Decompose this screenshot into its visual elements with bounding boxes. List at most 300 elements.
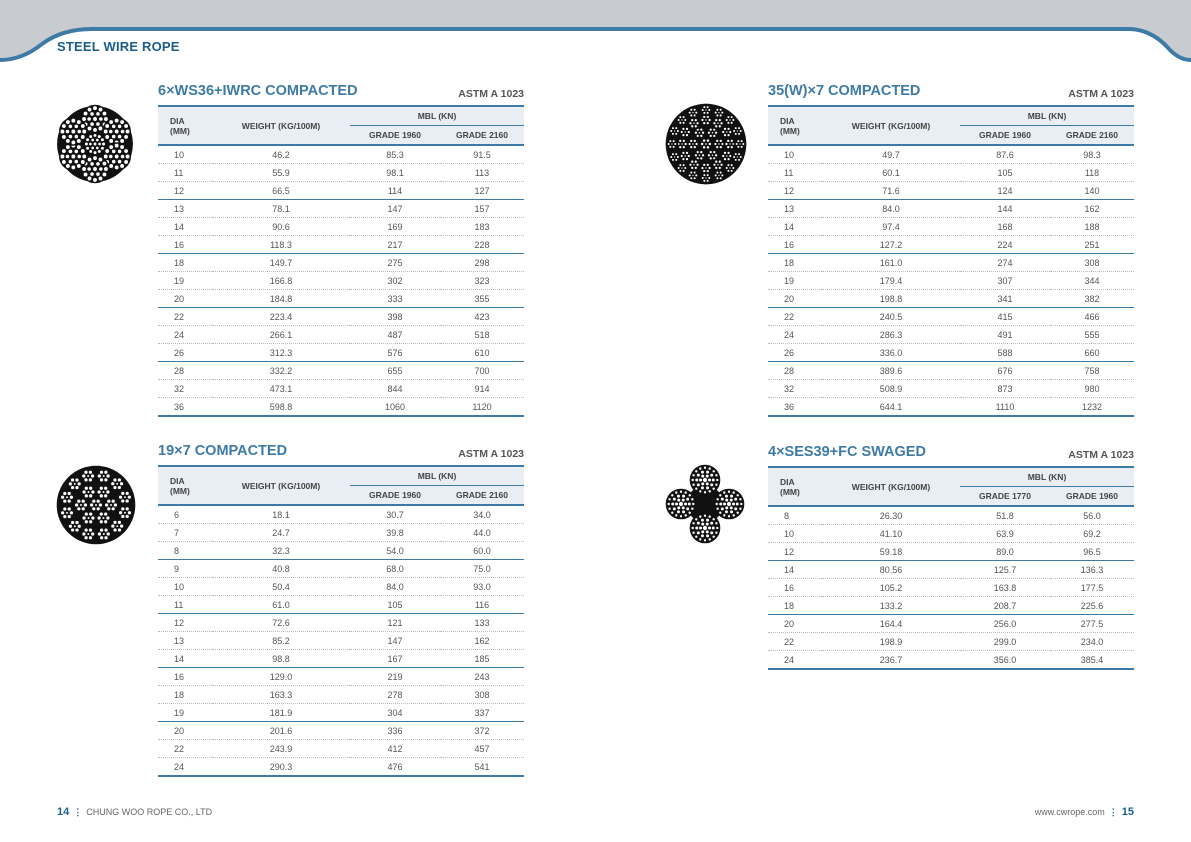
table-row <box>768 290 1134 308</box>
header-grade-b: GRADE 2160 <box>440 126 524 146</box>
rope-6xws36-cross-section <box>56 104 134 184</box>
cell-mbl-a: 873 <box>960 380 1050 398</box>
table-row <box>158 740 524 758</box>
cell-mbl-b: 423 <box>440 308 524 326</box>
cell-mbl-b: 69.2 <box>1050 525 1134 543</box>
cell-weight: 240.5 <box>822 308 960 326</box>
cell-dia: 16 <box>158 236 212 254</box>
cell-mbl-a: 98.1 <box>350 164 440 182</box>
header-weight: WEIGHT (KG/100M) <box>822 467 960 506</box>
table-row <box>158 182 524 200</box>
cell-mbl-b: 133 <box>440 614 524 632</box>
cell-mbl-b: 555 <box>1050 326 1134 344</box>
cell-mbl-a: 147 <box>350 200 440 218</box>
cell-mbl-b: 188 <box>1050 218 1134 236</box>
cell-mbl-a: 299.0 <box>960 633 1050 651</box>
header-grade-b: GRADE 2160 <box>1050 126 1134 146</box>
cell-mbl-a: 85.3 <box>350 145 440 164</box>
cell-mbl-b: 116 <box>440 596 524 614</box>
cell-dia: 16 <box>158 668 212 686</box>
cell-mbl-b: 162 <box>1050 200 1134 218</box>
header-grade-b: GRADE 1960 <box>1050 487 1134 507</box>
cell-mbl-a: 655 <box>350 362 440 380</box>
cell-weight: 78.1 <box>212 200 350 218</box>
cell-mbl-b: 177.5 <box>1050 579 1134 597</box>
cell-mbl-a: 676 <box>960 362 1050 380</box>
header-grade-a: GRADE 1770 <box>960 487 1050 507</box>
cell-mbl-a: 491 <box>960 326 1050 344</box>
table-title: 19×7 COMPACTED <box>158 443 288 459</box>
table-standard: ASTM A 1023 <box>1068 449 1134 461</box>
cell-mbl-a: 208.7 <box>960 597 1050 615</box>
cell-mbl-b: 1120 <box>440 398 524 417</box>
cell-mbl-b: 298 <box>440 254 524 272</box>
cell-weight: 198.9 <box>822 633 960 651</box>
cell-weight: 60.1 <box>822 164 960 182</box>
cell-mbl-a: 415 <box>960 308 1050 326</box>
table-row <box>158 578 524 596</box>
cell-weight: 129.0 <box>212 668 350 686</box>
cell-mbl-b: 98.3 <box>1050 145 1134 164</box>
header-dia: DIA (MM) <box>768 467 822 506</box>
cell-dia: 14 <box>768 218 822 236</box>
cell-dia: 8 <box>158 542 212 560</box>
table-row <box>158 596 524 614</box>
table-block-4xses39 <box>768 444 1134 670</box>
cell-mbl-a: 333 <box>350 290 440 308</box>
cell-mbl-b: 234.0 <box>1050 633 1134 651</box>
cell-weight: 18.1 <box>212 505 350 524</box>
cell-weight: 181.9 <box>212 704 350 722</box>
cell-mbl-a: 84.0 <box>350 578 440 596</box>
cell-mbl-b: 243 <box>440 668 524 686</box>
cell-weight: 243.9 <box>212 740 350 758</box>
table-block-35wx7 <box>768 83 1134 417</box>
cell-weight: 118.3 <box>212 236 350 254</box>
footer-left: 14 ⋮ CHUNG WOO ROPE CO., LTD <box>57 806 213 818</box>
cell-mbl-b: 127 <box>440 182 524 200</box>
cell-weight: 26.30 <box>822 506 960 525</box>
cell-mbl-b: 56.0 <box>1050 506 1134 525</box>
cell-mbl-a: 341 <box>960 290 1050 308</box>
cell-mbl-a: 302 <box>350 272 440 290</box>
cell-dia: 14 <box>158 650 212 668</box>
cell-weight: 85.2 <box>212 632 350 650</box>
cell-mbl-b: 337 <box>440 704 524 722</box>
cell-dia: 26 <box>158 344 212 362</box>
header-weight: WEIGHT (KG/100M) <box>212 106 350 145</box>
table-row <box>158 686 524 704</box>
rope-19x7-cross-section <box>56 464 136 546</box>
cell-weight: 644.1 <box>822 398 960 417</box>
cell-weight: 80.56 <box>822 561 960 579</box>
cell-dia: 18 <box>768 597 822 615</box>
cell-mbl-b: 118 <box>1050 164 1134 182</box>
cell-dia: 32 <box>768 380 822 398</box>
table-row <box>158 236 524 254</box>
table-row <box>768 200 1134 218</box>
table-row <box>768 579 1134 597</box>
cell-mbl-a: 217 <box>350 236 440 254</box>
cell-dia: 18 <box>158 686 212 704</box>
table-row <box>768 362 1134 380</box>
cell-dia: 12 <box>158 614 212 632</box>
table-row <box>158 380 524 398</box>
cell-weight: 32.3 <box>212 542 350 560</box>
cell-dia: 12 <box>158 182 212 200</box>
cell-mbl-a: 89.0 <box>960 543 1050 561</box>
cell-dia: 18 <box>158 254 212 272</box>
cell-dia: 8 <box>768 506 822 525</box>
cell-weight: 312.3 <box>212 344 350 362</box>
cell-weight: 50.4 <box>212 578 350 596</box>
table-block-19x7 <box>158 443 524 777</box>
cell-dia: 16 <box>768 579 822 597</box>
cell-dia: 22 <box>768 633 822 651</box>
table-row <box>158 272 524 290</box>
cell-mbl-b: 162 <box>440 632 524 650</box>
cell-dia: 22 <box>768 308 822 326</box>
spec-table <box>768 466 1134 670</box>
table-row <box>158 326 524 344</box>
cell-dia: 9 <box>158 560 212 578</box>
cell-weight: 84.0 <box>822 200 960 218</box>
cell-weight: 59.18 <box>822 543 960 561</box>
cell-mbl-a: 275 <box>350 254 440 272</box>
cell-mbl-a: 144 <box>960 200 1050 218</box>
cell-dia: 36 <box>768 398 822 417</box>
cell-weight: 163.3 <box>212 686 350 704</box>
table-row <box>768 218 1134 236</box>
header-grade-a: GRADE 1960 <box>350 126 440 146</box>
rope-4xses39-cross-section <box>665 464 745 544</box>
table-row <box>158 704 524 722</box>
cell-weight: 149.7 <box>212 254 350 272</box>
cell-dia: 24 <box>158 758 212 777</box>
table-row <box>158 164 524 182</box>
cell-mbl-b: 228 <box>440 236 524 254</box>
footer-right: www.cwrope.com ⋮ 15 <box>1034 806 1134 818</box>
page-number-left: 14 <box>57 806 70 818</box>
cell-dia: 20 <box>158 722 212 740</box>
cell-mbl-b: 355 <box>440 290 524 308</box>
cell-dia: 11 <box>158 164 212 182</box>
cell-weight: 223.4 <box>212 308 350 326</box>
cell-mbl-a: 105 <box>960 164 1050 182</box>
cell-mbl-a: 219 <box>350 668 440 686</box>
header-dia: DIA (MM) <box>158 106 212 145</box>
cell-mbl-a: 304 <box>350 704 440 722</box>
cell-dia: 20 <box>768 615 822 633</box>
cell-dia: 16 <box>768 236 822 254</box>
table-row <box>768 633 1134 651</box>
cell-mbl-a: 114 <box>350 182 440 200</box>
cell-mbl-a: 121 <box>350 614 440 632</box>
cell-mbl-b: 1232 <box>1050 398 1134 417</box>
cell-weight: 266.1 <box>212 326 350 344</box>
cell-mbl-b: 660 <box>1050 344 1134 362</box>
table-row <box>768 506 1134 525</box>
cell-weight: 161.0 <box>822 254 960 272</box>
cell-weight: 49.7 <box>822 145 960 164</box>
cell-weight: 105.2 <box>822 579 960 597</box>
cell-mbl-a: 224 <box>960 236 1050 254</box>
table-row <box>768 308 1134 326</box>
cell-weight: 72.6 <box>212 614 350 632</box>
header-grade-a: GRADE 1960 <box>960 126 1050 146</box>
cell-mbl-b: 382 <box>1050 290 1134 308</box>
rope-35wx7-cross-section <box>665 103 747 185</box>
table-row <box>768 272 1134 290</box>
company-name: CHUNG WOO ROPE CO., LTD <box>86 807 213 817</box>
cell-dia: 10 <box>158 145 212 164</box>
cell-weight: 508.9 <box>822 380 960 398</box>
cell-mbl-b: 457 <box>440 740 524 758</box>
cell-weight: 127.2 <box>822 236 960 254</box>
cell-mbl-b: 44.0 <box>440 524 524 542</box>
table-block-6xws36 <box>158 83 524 417</box>
cell-mbl-b: 541 <box>440 758 524 777</box>
cell-mbl-b: 136.3 <box>1050 561 1134 579</box>
cell-mbl-a: 168 <box>960 218 1050 236</box>
table-title: 4×SES39+FC SWAGED <box>768 444 926 460</box>
table-row <box>158 218 524 236</box>
cell-weight: 24.7 <box>212 524 350 542</box>
cell-mbl-b: 980 <box>1050 380 1134 398</box>
cell-mbl-b: 34.0 <box>440 505 524 524</box>
table-row <box>158 722 524 740</box>
cell-dia: 32 <box>158 380 212 398</box>
table-title: 6×WS36+IWRC COMPACTED <box>158 83 358 99</box>
cell-mbl-a: 398 <box>350 308 440 326</box>
cell-mbl-b: 93.0 <box>440 578 524 596</box>
cell-dia: 19 <box>158 704 212 722</box>
table-row <box>768 398 1134 417</box>
cell-dia: 14 <box>158 218 212 236</box>
cell-dia: 13 <box>158 632 212 650</box>
table-row <box>158 668 524 686</box>
table-row <box>158 650 524 668</box>
spec-table <box>158 105 524 417</box>
cell-mbl-a: 167 <box>350 650 440 668</box>
cell-mbl-a: 336 <box>350 722 440 740</box>
cell-mbl-a: 487 <box>350 326 440 344</box>
cell-mbl-b: 60.0 <box>440 542 524 560</box>
cell-mbl-b: 140 <box>1050 182 1134 200</box>
cell-mbl-a: 278 <box>350 686 440 704</box>
cell-mbl-a: 68.0 <box>350 560 440 578</box>
cell-mbl-b: 75.0 <box>440 560 524 578</box>
cell-weight: 286.3 <box>822 326 960 344</box>
cell-mbl-b: 466 <box>1050 308 1134 326</box>
cell-weight: 236.7 <box>822 651 960 670</box>
table-row <box>768 597 1134 615</box>
cell-mbl-b: 344 <box>1050 272 1134 290</box>
cell-dia: 13 <box>158 200 212 218</box>
cell-weight: 41.10 <box>822 525 960 543</box>
cell-mbl-a: 576 <box>350 344 440 362</box>
cell-mbl-a: 105 <box>350 596 440 614</box>
cell-mbl-b: 225.6 <box>1050 597 1134 615</box>
header-weight: WEIGHT (KG/100M) <box>822 106 960 145</box>
cell-mbl-a: 307 <box>960 272 1050 290</box>
cell-weight: 98.8 <box>212 650 350 668</box>
table-row <box>768 344 1134 362</box>
cell-dia: 26 <box>768 344 822 362</box>
table-row <box>768 525 1134 543</box>
website-link[interactable]: www.cwrope.com <box>1034 807 1105 817</box>
cell-dia: 10 <box>158 578 212 596</box>
cell-dia: 11 <box>158 596 212 614</box>
cell-mbl-a: 51.8 <box>960 506 1050 525</box>
cell-dia: 6 <box>158 505 212 524</box>
table-row <box>768 254 1134 272</box>
cell-mbl-b: 758 <box>1050 362 1134 380</box>
cell-mbl-b: 185 <box>440 650 524 668</box>
table-row <box>768 326 1134 344</box>
cell-weight: 55.9 <box>212 164 350 182</box>
cell-mbl-b: 323 <box>440 272 524 290</box>
table-row <box>768 380 1134 398</box>
header-mbl: MBL (KN) <box>350 106 524 126</box>
cell-dia: 13 <box>768 200 822 218</box>
cell-mbl-a: 147 <box>350 632 440 650</box>
header-grade-a: GRADE 1960 <box>350 486 440 506</box>
table-row <box>768 651 1134 670</box>
cell-mbl-a: 169 <box>350 218 440 236</box>
header-dia: DIA (MM) <box>158 466 212 505</box>
header-band <box>0 0 1191 70</box>
cell-mbl-b: 91.5 <box>440 145 524 164</box>
page-number-right: 15 <box>1121 806 1134 818</box>
table-standard: ASTM A 1023 <box>458 448 524 460</box>
cell-weight: 66.5 <box>212 182 350 200</box>
table-row <box>768 145 1134 164</box>
table-row <box>158 614 524 632</box>
table-row <box>768 561 1134 579</box>
cell-mbl-b: 157 <box>440 200 524 218</box>
cell-weight: 332.2 <box>212 362 350 380</box>
cell-dia: 11 <box>768 164 822 182</box>
cell-dia: 22 <box>158 308 212 326</box>
cell-mbl-b: 308 <box>440 686 524 704</box>
cell-dia: 10 <box>768 145 822 164</box>
cell-dia: 36 <box>158 398 212 417</box>
table-row <box>768 182 1134 200</box>
cell-weight: 164.4 <box>822 615 960 633</box>
cell-weight: 198.8 <box>822 290 960 308</box>
table-row <box>768 236 1134 254</box>
cell-mbl-b: 610 <box>440 344 524 362</box>
cell-weight: 97.4 <box>822 218 960 236</box>
cell-dia: 19 <box>158 272 212 290</box>
cell-dia: 12 <box>768 543 822 561</box>
cell-mbl-a: 63.9 <box>960 525 1050 543</box>
cell-weight: 598.8 <box>212 398 350 417</box>
table-row <box>158 290 524 308</box>
cell-mbl-a: 588 <box>960 344 1050 362</box>
cell-mbl-a: 356.0 <box>960 651 1050 670</box>
table-row <box>768 543 1134 561</box>
table-row <box>158 200 524 218</box>
cell-weight: 473.1 <box>212 380 350 398</box>
header-weight: WEIGHT (KG/100M) <box>212 466 350 505</box>
cell-mbl-a: 39.8 <box>350 524 440 542</box>
cell-weight: 61.0 <box>212 596 350 614</box>
cell-dia: 19 <box>768 272 822 290</box>
cell-mbl-b: 372 <box>440 722 524 740</box>
cell-weight: 179.4 <box>822 272 960 290</box>
cell-mbl-b: 183 <box>440 218 524 236</box>
cell-mbl-b: 385.4 <box>1050 651 1134 670</box>
header-grade-b: GRADE 2160 <box>440 486 524 506</box>
table-title: 35(W)×7 COMPACTED <box>768 83 921 99</box>
cell-dia: 12 <box>768 182 822 200</box>
cell-mbl-b: 96.5 <box>1050 543 1134 561</box>
table-row <box>158 505 524 524</box>
cell-mbl-a: 87.6 <box>960 145 1050 164</box>
table-row <box>158 632 524 650</box>
cell-mbl-a: 476 <box>350 758 440 777</box>
cell-dia: 20 <box>768 290 822 308</box>
table-row <box>158 560 524 578</box>
cell-dia: 7 <box>158 524 212 542</box>
cell-mbl-a: 1060 <box>350 398 440 417</box>
cell-dia: 28 <box>768 362 822 380</box>
cell-mbl-a: 54.0 <box>350 542 440 560</box>
cell-dia: 24 <box>768 326 822 344</box>
cell-weight: 166.8 <box>212 272 350 290</box>
table-row <box>158 344 524 362</box>
table-row <box>768 615 1134 633</box>
cell-mbl-b: 518 <box>440 326 524 344</box>
spec-table <box>158 465 524 777</box>
cell-mbl-a: 256.0 <box>960 615 1050 633</box>
cell-weight: 290.3 <box>212 758 350 777</box>
cell-mbl-a: 124 <box>960 182 1050 200</box>
table-row <box>158 145 524 164</box>
table-standard: ASTM A 1023 <box>1068 88 1134 100</box>
table-row <box>768 164 1134 182</box>
cell-dia: 14 <box>768 561 822 579</box>
cell-mbl-a: 30.7 <box>350 505 440 524</box>
cell-weight: 133.2 <box>822 597 960 615</box>
cell-dia: 22 <box>158 740 212 758</box>
cell-dia: 18 <box>768 254 822 272</box>
cell-weight: 46.2 <box>212 145 350 164</box>
cell-mbl-b: 308 <box>1050 254 1134 272</box>
table-row <box>158 398 524 417</box>
cell-mbl-a: 844 <box>350 380 440 398</box>
cell-mbl-b: 700 <box>440 362 524 380</box>
cell-dia: 28 <box>158 362 212 380</box>
spec-table <box>768 105 1134 417</box>
cell-dia: 24 <box>768 651 822 670</box>
cell-mbl-b: 251 <box>1050 236 1134 254</box>
cell-mbl-b: 113 <box>440 164 524 182</box>
header-mbl: MBL (KN) <box>960 467 1134 487</box>
header-mbl: MBL (KN) <box>960 106 1134 126</box>
cell-mbl-a: 1110 <box>960 398 1050 417</box>
table-row <box>158 254 524 272</box>
cell-weight: 336.0 <box>822 344 960 362</box>
header-mbl: MBL (KN) <box>350 466 524 486</box>
cell-weight: 90.6 <box>212 218 350 236</box>
cell-dia: 10 <box>768 525 822 543</box>
cell-weight: 71.6 <box>822 182 960 200</box>
cell-mbl-a: 163.8 <box>960 579 1050 597</box>
table-row <box>158 542 524 560</box>
